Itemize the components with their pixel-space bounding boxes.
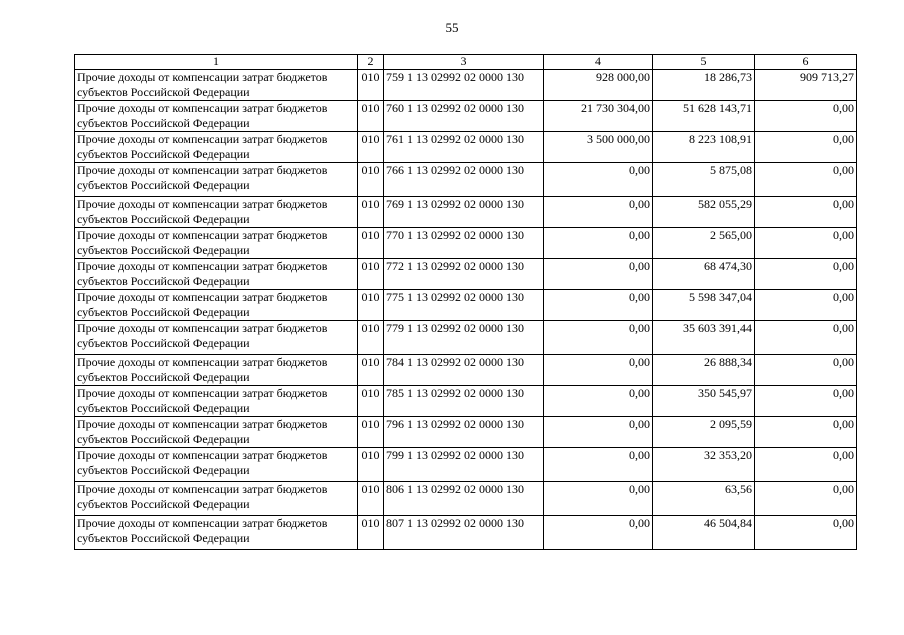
column-6-amount-cell: 0,00 [755,321,857,355]
column-6-amount-cell: 0,00 [755,228,857,259]
chapter-code-cell: 010 [358,386,384,417]
column-6-amount-cell: 0,00 [755,482,857,516]
revenue-name-cell: Прочие доходы от компенсации затрат бюджетов субъектов Российской Федерации [75,321,358,355]
column-5-amount-cell: 18 286,73 [653,70,755,101]
budget-classification-code-cell: 775 1 13 02992 02 0000 130 [384,290,544,321]
budget-classification-code-cell: 766 1 13 02992 02 0000 130 [384,163,544,197]
table-row [75,228,857,259]
column-header-6: 6 [755,55,857,70]
revenue-name-cell: Прочие доходы от компенсации затрат бюджетов субъектов Российской Федерации [75,386,358,417]
column-5-amount-cell: 68 474,30 [653,259,755,290]
revenue-name-cell: Прочие доходы от компенсации затрат бюджетов субъектов Российской Федерации [75,70,358,101]
column-6-amount-cell: 0,00 [755,417,857,448]
revenue-name-cell: Прочие доходы от компенсации затрат бюджетов субъектов Российской Федерации [75,290,358,321]
column-4-amount-cell: 0,00 [544,321,653,355]
column-number-row [75,55,857,70]
column-5-amount-cell: 8 223 108,91 [653,132,755,163]
table-row [75,417,857,448]
revenue-name-cell: Прочие доходы от компенсации затрат бюджетов субъектов Российской Федерации [75,228,358,259]
column-4-amount-cell: 21 730 304,00 [544,101,653,132]
column-4-amount-cell: 0,00 [544,259,653,290]
revenue-name-cell: Прочие доходы от компенсации затрат бюджетов субъектов Российской Федерации [75,482,358,516]
table-row [75,321,857,355]
chapter-code-cell: 010 [358,197,384,228]
revenue-name-cell: Прочие доходы от компенсации затрат бюджетов субъектов Российской Федерации [75,197,358,228]
column-5-amount-cell: 63,56 [653,482,755,516]
column-4-amount-cell: 0,00 [544,163,653,197]
table-body [75,70,857,550]
chapter-code-cell: 010 [358,163,384,197]
column-5-amount-cell: 2 565,00 [653,228,755,259]
chapter-code-cell: 010 [358,290,384,321]
column-4-amount-cell: 928 000,00 [544,70,653,101]
column-5-amount-cell: 35 603 391,44 [653,321,755,355]
chapter-code-cell: 010 [358,482,384,516]
table-row [75,197,857,228]
budget-classification-code-cell: 796 1 13 02992 02 0000 130 [384,417,544,448]
column-4-amount-cell: 0,00 [544,516,653,550]
revenue-name-cell: Прочие доходы от компенсации затрат бюджетов субъектов Российской Федерации [75,516,358,550]
table-row [75,448,857,482]
column-4-amount-cell: 3 500 000,00 [544,132,653,163]
revenue-name-cell: Прочие доходы от компенсации затрат бюджетов субъектов Российской Федерации [75,101,358,132]
column-6-amount-cell: 0,00 [755,516,857,550]
column-5-amount-cell: 350 545,97 [653,386,755,417]
column-6-amount-cell: 0,00 [755,197,857,228]
chapter-code-cell: 010 [358,417,384,448]
column-4-amount-cell: 0,00 [544,417,653,448]
column-6-amount-cell: 0,00 [755,355,857,386]
budget-classification-code-cell: 772 1 13 02992 02 0000 130 [384,259,544,290]
column-6-amount-cell: 0,00 [755,259,857,290]
column-header-1: 1 [75,55,358,70]
column-6-amount-cell: 0,00 [755,290,857,321]
budget-classification-code-cell: 807 1 13 02992 02 0000 130 [384,516,544,550]
column-header-3: 3 [384,55,544,70]
column-4-amount-cell: 0,00 [544,482,653,516]
chapter-code-cell: 010 [358,259,384,290]
chapter-code-cell: 010 [358,101,384,132]
revenue-name-cell: Прочие доходы от компенсации затрат бюджетов субъектов Российской Федерации [75,355,358,386]
chapter-code-cell: 010 [358,355,384,386]
column-header-4: 4 [544,55,653,70]
page-number: 55 [445,20,459,35]
column-5-amount-cell: 5 875,08 [653,163,755,197]
table-row [75,101,857,132]
table-row [75,132,857,163]
revenue-name-cell: Прочие доходы от компенсации затрат бюджетов субъектов Российской Федерации [75,132,358,163]
column-6-amount-cell: 0,00 [755,132,857,163]
budget-classification-code-cell: 806 1 13 02992 02 0000 130 [384,482,544,516]
budget-classification-code-cell: 770 1 13 02992 02 0000 130 [384,228,544,259]
column-5-amount-cell: 51 628 143,71 [653,101,755,132]
chapter-code-cell: 010 [358,448,384,482]
column-6-amount-cell: 0,00 [755,101,857,132]
column-6-amount-cell: 0,00 [755,448,857,482]
table-row [75,355,857,386]
chapter-code-cell: 010 [358,132,384,163]
table-header [75,55,857,70]
column-4-amount-cell: 0,00 [544,448,653,482]
column-5-amount-cell: 5 598 347,04 [653,290,755,321]
column-4-amount-cell: 0,00 [544,355,653,386]
budget-classification-code-cell: 785 1 13 02992 02 0000 130 [384,386,544,417]
column-4-amount-cell: 0,00 [544,197,653,228]
budget-classification-code-cell: 769 1 13 02992 02 0000 130 [384,197,544,228]
revenue-table [74,54,857,550]
column-5-amount-cell: 2 095,59 [653,417,755,448]
budget-classification-code-cell: 784 1 13 02992 02 0000 130 [384,355,544,386]
revenue-name-cell: Прочие доходы от компенсации затрат бюджетов субъектов Российской Федерации [75,417,358,448]
column-header-2: 2 [358,55,384,70]
chapter-code-cell: 010 [358,516,384,550]
column-header-5: 5 [653,55,755,70]
chapter-code-cell: 010 [358,228,384,259]
budget-classification-code-cell: 760 1 13 02992 02 0000 130 [384,101,544,132]
revenue-name-cell: Прочие доходы от компенсации затрат бюджетов субъектов Российской Федерации [75,259,358,290]
table-row [75,290,857,321]
column-6-amount-cell: 0,00 [755,386,857,417]
table-row [75,163,857,197]
chapter-code-cell: 010 [358,321,384,355]
chapter-code-cell: 010 [358,70,384,101]
budget-classification-code-cell: 779 1 13 02992 02 0000 130 [384,321,544,355]
table-row [75,516,857,550]
column-6-amount-cell: 0,00 [755,163,857,197]
column-4-amount-cell: 0,00 [544,290,653,321]
column-5-amount-cell: 582 055,29 [653,197,755,228]
column-5-amount-cell: 26 888,34 [653,355,755,386]
column-4-amount-cell: 0,00 [544,228,653,259]
budget-classification-code-cell: 759 1 13 02992 02 0000 130 [384,70,544,101]
table-row [75,259,857,290]
table-row [75,482,857,516]
column-6-amount-cell: 909 713,27 [755,70,857,101]
column-5-amount-cell: 46 504,84 [653,516,755,550]
table-row [75,386,857,417]
column-4-amount-cell: 0,00 [544,386,653,417]
revenue-name-cell: Прочие доходы от компенсации затрат бюджетов субъектов Российской Федерации [75,448,358,482]
budget-classification-code-cell: 799 1 13 02992 02 0000 130 [384,448,544,482]
column-5-amount-cell: 32 353,20 [653,448,755,482]
budget-classification-code-cell: 761 1 13 02992 02 0000 130 [384,132,544,163]
revenue-name-cell: Прочие доходы от компенсации затрат бюджетов субъектов Российской Федерации [75,163,358,197]
table-row [75,70,857,101]
